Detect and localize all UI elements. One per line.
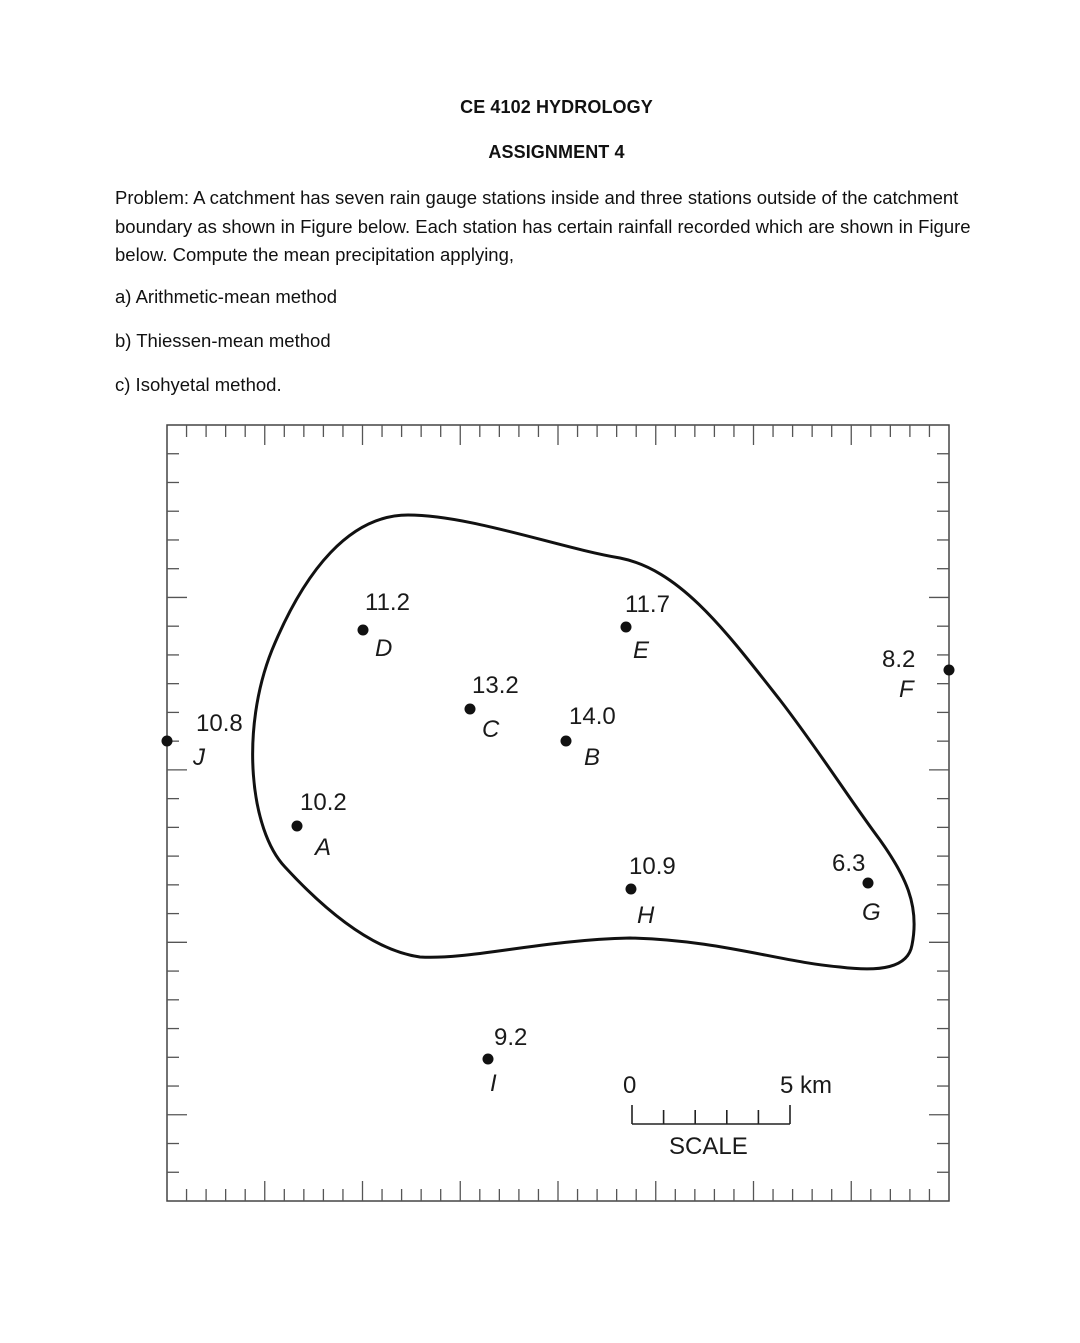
- station-b-label: B: [584, 744, 601, 771]
- station-a-label: A: [315, 834, 332, 861]
- station-e-value: 11.7: [625, 591, 670, 618]
- station-j-marker: [162, 736, 173, 747]
- station-d-label: D: [375, 635, 393, 662]
- station-i-marker: [483, 1054, 494, 1065]
- station-i-value: 9.2: [494, 1024, 528, 1051]
- course-title: CE 4102 HYDROLOGY: [460, 97, 653, 117]
- station-b-marker: [561, 736, 572, 747]
- station-e-marker: [621, 622, 632, 633]
- station-f-label: F: [899, 676, 914, 703]
- station-b-value: 14.0: [569, 703, 616, 730]
- method-c: c) Isohyetal method.: [115, 374, 282, 395]
- method-b: b) Thiessen-mean method: [115, 330, 331, 351]
- station-h-label: H: [637, 902, 655, 929]
- station-c-value: 13.2: [472, 672, 519, 699]
- catchment-boundary: [253, 515, 915, 969]
- scale-start-label: 0: [623, 1072, 637, 1099]
- station-d-marker: [358, 625, 369, 636]
- scale-end-label: 5 km: [780, 1072, 833, 1099]
- station-c-marker: [465, 704, 476, 715]
- station-g-label: G: [862, 899, 881, 926]
- station-f-marker: [944, 665, 955, 676]
- method-a: a) Arithmetic-mean method: [115, 286, 338, 307]
- station-d-value: 11.2: [365, 589, 410, 616]
- problem-statement: Problem: A catchment has seven rain gauge stations inside and three stations outside of the catchment boundary as shown in Figure below. Each station has certain rainfall recorded which are shown in Figure below. Compute the mean precipitation applying,: [115, 187, 971, 265]
- assignment-title: ASSIGNMENT 4: [488, 142, 625, 162]
- station-h-value: 10.9: [629, 853, 676, 880]
- station-i-label: I: [490, 1070, 497, 1097]
- station-a-marker: [292, 821, 303, 832]
- station-e-label: E: [633, 637, 650, 664]
- station-g-marker: [863, 878, 874, 889]
- station-j-value: 10.8: [196, 710, 243, 737]
- scale-bar: [632, 1105, 790, 1124]
- station-f-value: 8.2: [882, 646, 916, 673]
- scale-caption: SCALE: [669, 1133, 748, 1160]
- station-c-label: C: [482, 716, 500, 743]
- station-j-label: J: [193, 744, 205, 771]
- station-a-value: 10.2: [300, 789, 347, 816]
- station-g-value: 6.3: [832, 850, 866, 877]
- station-h-marker: [626, 884, 637, 895]
